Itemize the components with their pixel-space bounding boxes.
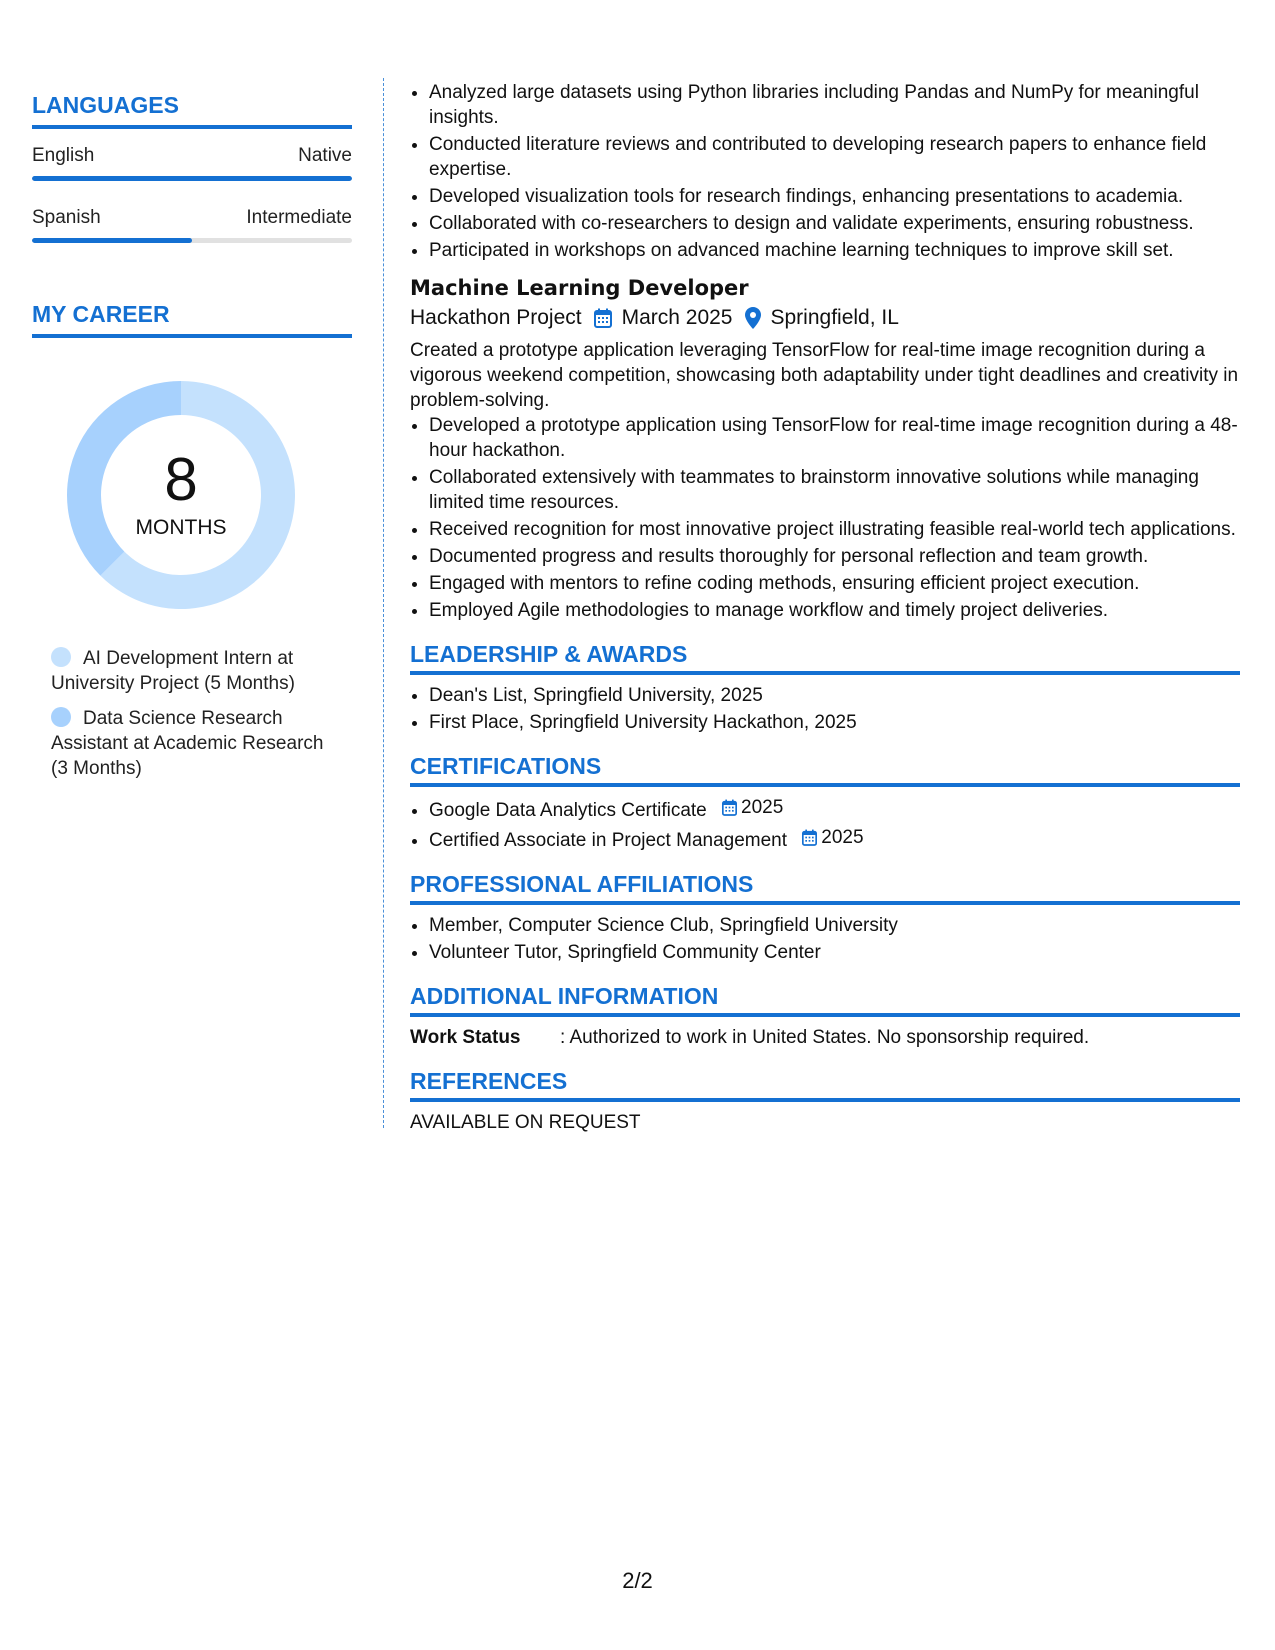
job-meta <box>410 306 1240 330</box>
job-description: Created a prototype application leveraging TensorFlow for real-time image recognition during a vigorous weekend competition, showcasing both adaptability under tight deadlines and creativity in problem-solving. <box>410 340 1239 411</box>
certifications-section <box>410 753 1240 853</box>
legend-dot <box>51 707 71 727</box>
list-item: • Collaborated with co-researchers to design and validate experiments, ensuring robustness. <box>429 211 1240 236</box>
legend-item <box>51 646 341 696</box>
additional-info-section <box>410 983 1240 1050</box>
language-item <box>32 145 352 181</box>
list-item: • First Place, Springfield University Hackathon, 2025 <box>429 710 1240 735</box>
experience-continued-bullets <box>410 80 1240 263</box>
career-section <box>32 301 352 781</box>
additional-info-heading: ADDITIONAL INFORMATION <box>410 983 1240 1017</box>
job-date: March 2025 <box>621 306 733 329</box>
work-status-row <box>410 1025 1240 1050</box>
references-heading: REFERENCES <box>410 1068 1240 1102</box>
legend-dot <box>51 647 71 667</box>
list-item: • Volunteer Tutor, Springfield Community Center <box>429 940 1240 965</box>
list-item: • Engaged with mentors to refine coding methods, ensuring efficient project execution. <box>429 571 1240 596</box>
list-item: • Documented progress and results thoroughly for personal reflection and team growth. <box>429 544 1240 569</box>
job-company: Hackathon Project <box>410 306 582 329</box>
list-item: • Conducted literature reviews and contributed to developing research papers to enhance field expertise. <box>429 132 1240 182</box>
left-column <box>32 92 352 791</box>
list-item: • Participated in workshops on advanced machine learning techniques to improve skill set. <box>429 238 1240 263</box>
affiliations-section <box>410 871 1240 965</box>
list-item: • Employed Agile methodologies to manage workflow and timely project deliveries. <box>429 598 1240 623</box>
certification-name: Google Data Analytics Certificate <box>429 800 707 821</box>
certification-name: Certified Associate in Project Management <box>429 830 788 851</box>
list-item <box>429 795 1240 823</box>
language-item <box>32 207 352 243</box>
legend-label: Data Science Research Assistant at Academic Research (3 Months) <box>51 708 324 779</box>
job-title: Machine Learning Developer <box>410 276 749 300</box>
certification-year: 2025 <box>741 797 784 818</box>
languages-heading: LANGUAGES <box>32 92 352 129</box>
work-status-value: : Authorized to work in United States. No sponsorship required. <box>560 1027 1090 1048</box>
references-section <box>410 1068 1240 1135</box>
language-bar-fill <box>32 238 192 243</box>
column-divider <box>383 78 384 1128</box>
language-name: Spanish <box>32 207 101 228</box>
work-status-label: Work Status <box>410 1027 521 1048</box>
list-item: • Member, Computer Science Club, Springfield University <box>429 913 1240 938</box>
certification-year: 2025 <box>821 827 864 848</box>
leadership-section <box>410 641 1240 735</box>
list-item <box>429 825 1240 853</box>
list-item: • Developed visualization tools for research findings, enhancing presentations to academia. <box>429 184 1240 209</box>
calendar-icon <box>594 308 612 328</box>
right-column <box>410 80 1240 1135</box>
legend-item <box>51 706 341 781</box>
affiliations-heading: PROFESSIONAL AFFILIATIONS <box>410 871 1240 905</box>
language-name: English <box>32 145 95 166</box>
calendar-icon <box>722 799 737 816</box>
career-donut-chart <box>66 380 296 610</box>
language-level: Intermediate <box>246 207 352 228</box>
languages-list <box>32 145 352 243</box>
donut-total-unit: MONTHS <box>135 516 227 539</box>
references-text: AVAILABLE ON REQUEST <box>410 1112 641 1133</box>
career-heading: MY CAREER <box>32 301 352 338</box>
leadership-heading: LEADERSHIP & AWARDS <box>410 641 1240 675</box>
location-pin-icon <box>745 307 761 329</box>
language-bar <box>32 176 352 181</box>
certifications-heading: CERTIFICATIONS <box>410 753 1240 787</box>
job-location: Springfield, IL <box>770 306 899 329</box>
calendar-icon <box>802 829 817 846</box>
legend-label: AI Development Intern at University Project (5 Months) <box>51 648 295 694</box>
language-level: Native <box>298 145 352 166</box>
list-item: • Developed a prototype application using TensorFlow for real-time image recognition during a 48-hour hackathon. <box>429 413 1240 463</box>
language-bar <box>32 238 352 243</box>
list-item: • Received recognition for most innovative project illustrating feasible real-world tech applications. <box>429 517 1240 542</box>
list-item: • Analyzed large datasets using Python libraries including Pandas and NumPy for meaningful insights. <box>429 80 1240 130</box>
list-item: • Collaborated extensively with teammates to brainstorm innovative solutions while managing limited time resources. <box>429 465 1240 515</box>
career-legend <box>51 646 341 781</box>
job-bullets <box>410 413 1240 623</box>
list-item: • Dean's List, Springfield University, 2025 <box>429 683 1240 708</box>
donut-total-value: 8 <box>164 446 198 513</box>
page-number: 2/2 <box>622 1568 653 1593</box>
language-bar-fill <box>32 176 352 181</box>
